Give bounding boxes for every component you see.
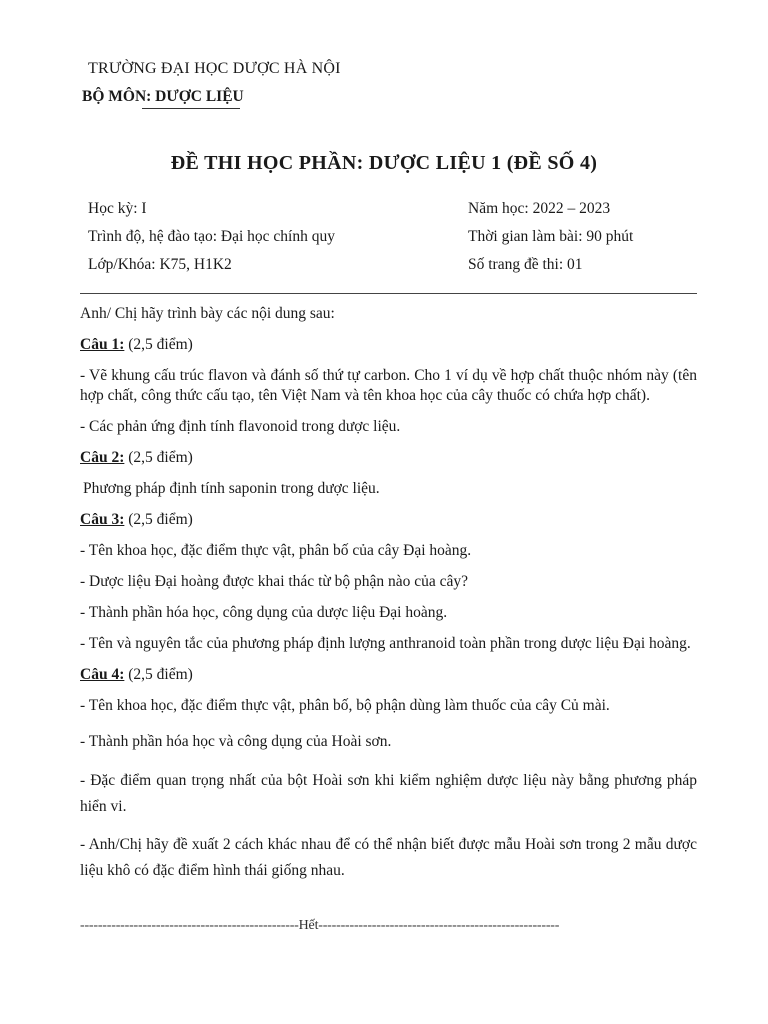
question-2-heading bbox=[80, 448, 697, 468]
question-1-label: Câu 1: bbox=[80, 336, 125, 353]
question-3-item-4: - Tên và nguyên tắc của phương pháp định lượng anthranoid toàn phần trong dược liệu Đại hoàng. bbox=[80, 635, 691, 652]
training-level: Trình độ, hệ đào tạo: Đại học chính quy bbox=[88, 228, 335, 245]
question-4-item-4: - Anh/Chị hãy đề xuất 2 cách khác nhau để có thể nhận biết được mẫu Hoài sơn trong 2 mẫu dược liệu khô có đặc điểm hình thái giống nhau. bbox=[80, 836, 697, 879]
question-2-item-1: Phương pháp định tính saponin trong dược liệu. bbox=[83, 480, 380, 497]
question-4-label: Câu 4: bbox=[80, 666, 125, 683]
question-3-heading bbox=[80, 510, 697, 530]
academic-year: Năm học: 2022 – 2023 bbox=[468, 200, 611, 217]
question-3-points: (2,5 điểm) bbox=[124, 511, 193, 528]
school-name: TRƯỜNG ĐẠI HỌC DƯỢC HÀ NỘI bbox=[88, 60, 341, 77]
intro-text: Anh/ Chị hãy trình bày các nội dung sau: bbox=[80, 305, 335, 322]
class-info: Lớp/Khóa: K75, H1K2 bbox=[88, 256, 232, 273]
question-1-item-2: - Các phản ứng định tính flavonoid trong dược liệu. bbox=[80, 418, 401, 435]
question-4-item-2: - Thành phần hóa học và công dụng của Hoài sơn. bbox=[80, 733, 392, 750]
department-name: BỘ MÔN: DƯỢC LIỆU bbox=[82, 88, 244, 105]
question-3-label: Câu 3: bbox=[80, 511, 125, 528]
question-3-item-1: - Tên khoa học, đặc điểm thực vật, phân bố của cây Đại hoàng. bbox=[80, 542, 472, 559]
question-4-item-1: - Tên khoa học, đặc điểm thực vật, phân bố, bộ phận dùng làm thuốc của cây Củ mài. bbox=[80, 697, 610, 714]
semester: Học kỳ: I bbox=[88, 200, 147, 217]
end-marker: -------------------------------------------------Hết------------------------------------------------------ bbox=[80, 918, 560, 933]
department-underline bbox=[142, 108, 240, 109]
exam-title: ĐỀ THI HỌC PHẦN: DƯỢC LIỆU 1 (ĐỀ SỐ 4) bbox=[170, 152, 598, 174]
header-divider bbox=[80, 293, 697, 294]
page-count: Số trang đề thi: 01 bbox=[468, 256, 583, 273]
question-1-heading bbox=[80, 335, 697, 355]
question-3-item-3: - Thành phần hóa học, công dụng của dược liệu Đại hoàng. bbox=[80, 604, 448, 621]
exam-duration: Thời gian làm bài: 90 phút bbox=[468, 228, 634, 245]
question-2-label: Câu 2: bbox=[80, 449, 125, 466]
question-3-item-2: - Dược liệu Đại hoàng được khai thác từ bộ phận nào của cây? bbox=[80, 573, 469, 590]
question-2-points: (2,5 điểm) bbox=[124, 449, 193, 466]
question-4-points: (2,5 điểm) bbox=[124, 666, 193, 683]
exam-content bbox=[80, 304, 697, 895]
question-1-item-1: - Vẽ khung cấu trúc flavon và đánh số thứ tự carbon. Cho 1 ví dụ về hợp chất thuộc nhóm này (tên hợp chất, công thức cấu tạo, tên Việt Nam và tên khoa học của cây thuốc có chứa hợp chất). bbox=[80, 367, 697, 404]
question-1-points: (2,5 điểm) bbox=[124, 336, 193, 353]
question-4-item-3: - Đặc điểm quan trọng nhất của bột Hoài sơn khi kiểm nghiệm dược liệu này bằng phương pháp hiển vi. bbox=[80, 772, 697, 815]
question-4-heading bbox=[80, 665, 697, 685]
